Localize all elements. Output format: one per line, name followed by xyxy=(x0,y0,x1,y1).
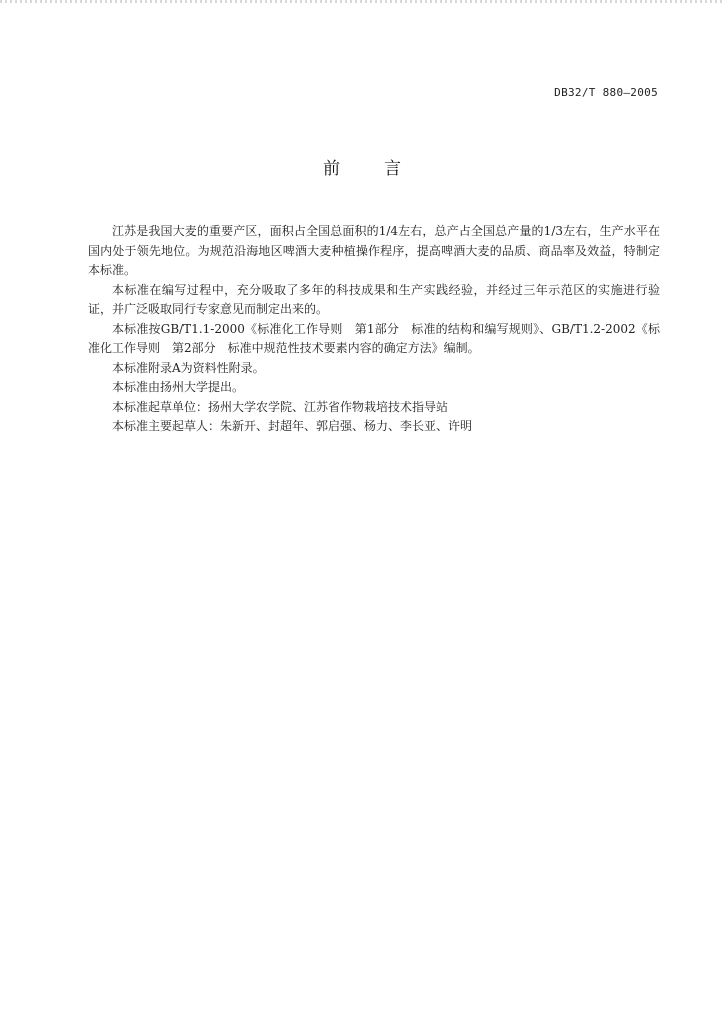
paragraph-drafters: 本标准主要起草人：朱新开、封超年、郭启强、杨力、李长亚、许明 xyxy=(112,419,473,433)
paragraph-proposer: 本标准由扬州大学提出。 xyxy=(112,380,245,394)
scan-edge-artifact xyxy=(0,0,724,3)
paragraph-appendix-note: 本标准附录A为资料性附录。 xyxy=(112,360,265,375)
standard-number: DB32/T 880—2005 xyxy=(554,86,658,99)
paragraph-drafting-rules: 本标准按GB/T1.1-2000《标准化工作导则 第1部分 标准的结构和编写规则》、GB/T1.2-2002《标准化工作导则 第2部分 标准中规范性技术要素内容的确定方法》编制。 xyxy=(88,321,660,355)
foreword-body xyxy=(88,222,660,437)
paragraph-drafting-units: 本标准起草单位：扬州大学农学院、江苏省作物栽培技术指导站 xyxy=(112,399,449,414)
paragraph-drafting-process: 本标准在编写过程中，充分吸取了多年的科技成果和生产实践经验，并经过三年示范区的实施进行验证，并广泛吸取同行专家意见而制定出来的。 xyxy=(88,282,660,316)
page-title: 前言 xyxy=(323,159,445,179)
paragraph-production-overview: 江苏是我国大麦的重要产区，面积占全国总面积的1/4左右，总产占全国总产量的1/3左右，生产水平在国内处于领先地位。为规范沿海地区啤酒大麦种植操作程序，提高啤酒大麦的品质、商品率及效益，特制定本标准。 xyxy=(88,224,660,277)
